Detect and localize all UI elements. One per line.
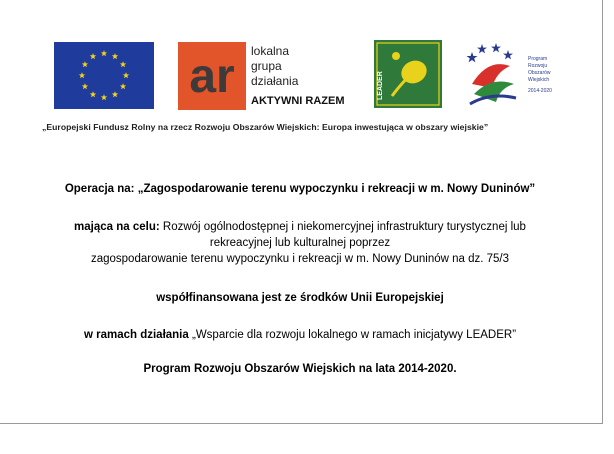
prow-logo: [466, 42, 576, 108]
prow-line-1: Program: [528, 56, 548, 62]
operation-label: Operacja na:: [64, 183, 135, 195]
goal-text-1: Rozwój ogólnodostępnej i niekomercyjnej infrastruktury turystycznej lub: [162, 221, 526, 233]
action-text: „Wsparcie dla rozwoju lokalnego w ramach inicjatywy LEADER”: [191, 329, 517, 341]
operation-text: „Zagospodarowanie terenu wypoczynku i rekreacji w m. Nowy Duninów”: [137, 183, 536, 195]
leader-label: LEADER: [377, 71, 384, 100]
fund-line: „Europejski Fundusz Rolny na rzecz Rozwoju Obszarów Wiejskich: Europa inwestująca w obszary wiejskie”: [42, 122, 489, 132]
logo-strip: [0, 38, 600, 118]
goal-line-2: rekreacyjnej lub kulturalnej poprzez: [209, 237, 391, 249]
lgd-line-4: AKTYWNI RAZEM: [251, 95, 345, 107]
operation-line: [0, 182, 600, 197]
cofinanced-line: współfinansowana jest ze środków Unii Europejskiej: [156, 292, 444, 304]
lgd-letters: ar: [189, 50, 235, 103]
leader-logo: [374, 40, 442, 108]
action-line: [0, 328, 600, 343]
prow-line-4: Wiejskich: [528, 77, 550, 83]
eu-flag-icon: [54, 42, 154, 109]
goal-line-3: zagospodarowanie terenu wypoczynku i rekreacji w m. Nowy Duninów na dz. 75/3: [90, 253, 510, 265]
lgd-aktywni-razem-logo: [178, 42, 346, 110]
goal-label: mająca na celu:: [74, 221, 160, 233]
program-line: Program Rozwoju Obszarów Wiejskich na lata 2014-2020.: [143, 363, 457, 375]
lgd-line-2: grupa: [251, 59, 282, 73]
action-label: w ramach działania: [83, 329, 189, 341]
prow-line-3: Obszarów: [528, 70, 551, 76]
prow-line-5: 2014-2020: [528, 88, 552, 94]
prow-line-2: Rozwoju: [528, 63, 548, 69]
goal-line-1: [0, 220, 600, 235]
lgd-line-3: działania: [251, 74, 299, 88]
lgd-line-1: lokalna: [251, 44, 290, 58]
